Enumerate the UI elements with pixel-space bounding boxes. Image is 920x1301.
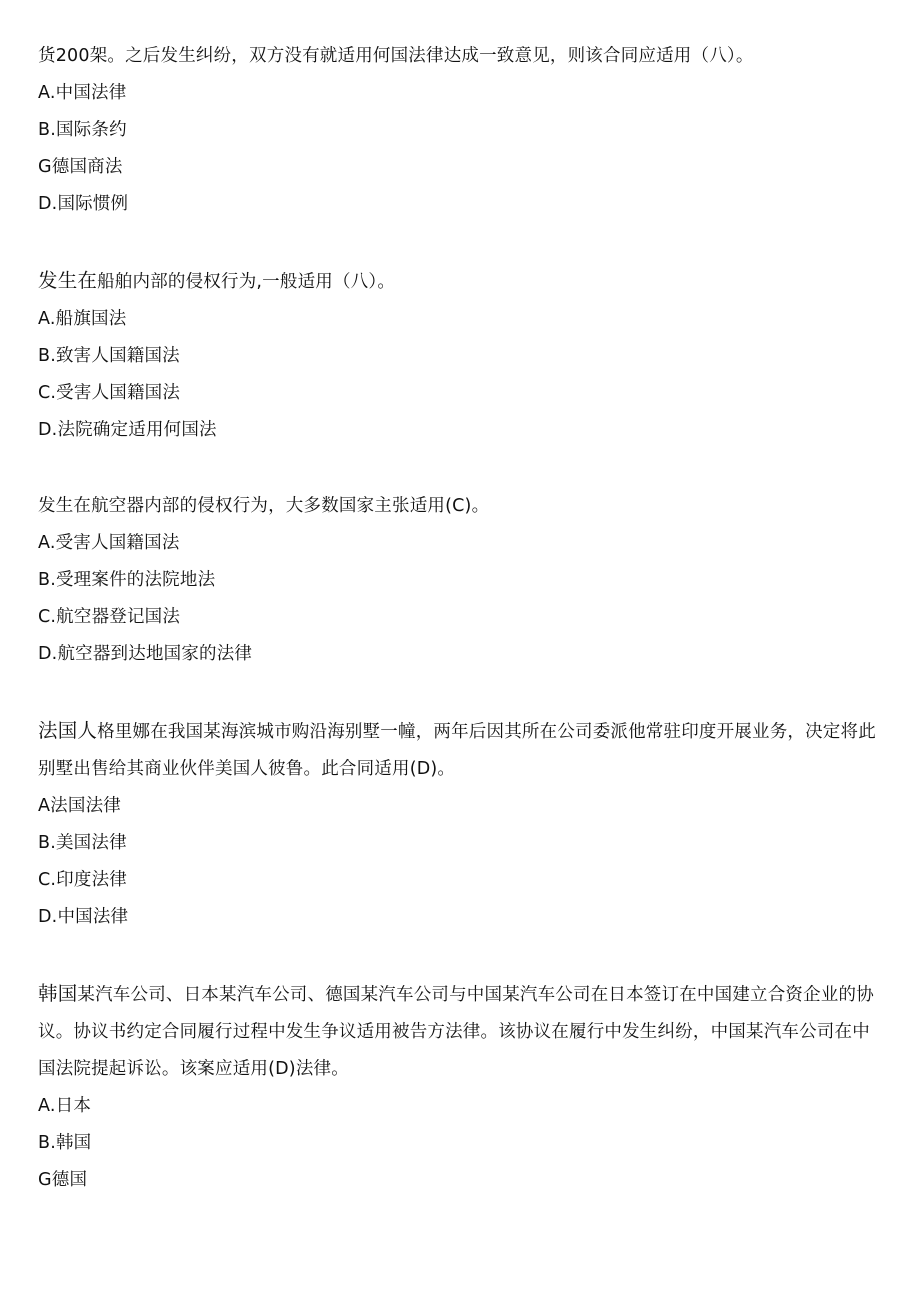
question-stem [38,38,880,75]
question-1 [38,38,880,223]
question-4 [38,712,880,936]
question-stem [38,488,880,525]
question-stem [38,712,880,788]
spacer [38,673,880,712]
option-c: C.航空器登记国法 [38,607,181,627]
option-a: A.受害人国籍国法 [38,533,180,553]
option-b: B.国际条约 [38,120,127,140]
option-list [38,525,880,673]
option-a: A.中国法律 [38,83,127,103]
option-c: C.受害人国籍国法 [38,383,181,403]
question-stem-text: 货200架。之后发生纠纷，双方没有就适用何国法律达成一致意见，则该合同应适用（八）。 [38,46,754,66]
question-stem-lead: 法国人 [38,719,98,742]
question-3 [38,488,880,673]
option-c: G德国 [38,1170,88,1190]
option-list [38,301,880,449]
question-stem [38,262,880,301]
option-c: G德国商法 [38,157,123,177]
spacer [38,223,880,262]
question-stem-text: 某汽车公司、日本某汽车公司、德国某汽车公司与中国某汽车公司在日本签订在中国建立合资企业的协议。协议书约定合同履行过程中发生争议适用被告方法律。该协议在履行中发生纠纷，中国某汽车公司在中国法院提起诉讼。该案应适用(D)法律。 [38,985,874,1079]
question-stem-lead: 韩国 [38,982,78,1005]
option-b: B.致害人国籍国法 [38,346,180,366]
option-list [38,1088,880,1199]
option-d: D.航空器到达地国家的法律 [38,644,253,664]
question-stem-text: 船舶内部的侵权行为,一般适用（八）。 [97,272,396,292]
option-list [38,788,880,936]
question-2 [38,262,880,449]
option-d: D.国际惯例 [38,194,129,214]
option-a: A法国法律 [38,796,121,816]
option-b: B.韩国 [38,1133,92,1153]
option-b: B.受理案件的法院地法 [38,570,216,590]
question-stem [38,975,880,1088]
option-d: D.中国法律 [38,907,129,927]
option-c: C.印度法律 [38,870,127,890]
option-d: D.法院确定适用何国法 [38,420,217,440]
spacer [38,936,880,975]
question-stem-text: 发生在航空器内部的侵权行为，大多数国家主张适用(C)。 [38,496,490,516]
option-b: B.美国法律 [38,833,127,853]
option-a: A.船旗国法 [38,309,127,329]
question-stem-lead: 发生在 [38,269,98,292]
option-a: A.日本 [38,1096,92,1116]
question-stem-text: 格里娜在我国某海滨城市购沿海别墅一幢，两年后因其所在公司委派他常驻印度开展业务，决定将此别墅出售给其商业伙伴美国人彼鲁。此合同适用(D)。 [38,722,876,779]
question-5 [38,975,880,1199]
option-list [38,75,880,223]
spacer [38,449,880,488]
